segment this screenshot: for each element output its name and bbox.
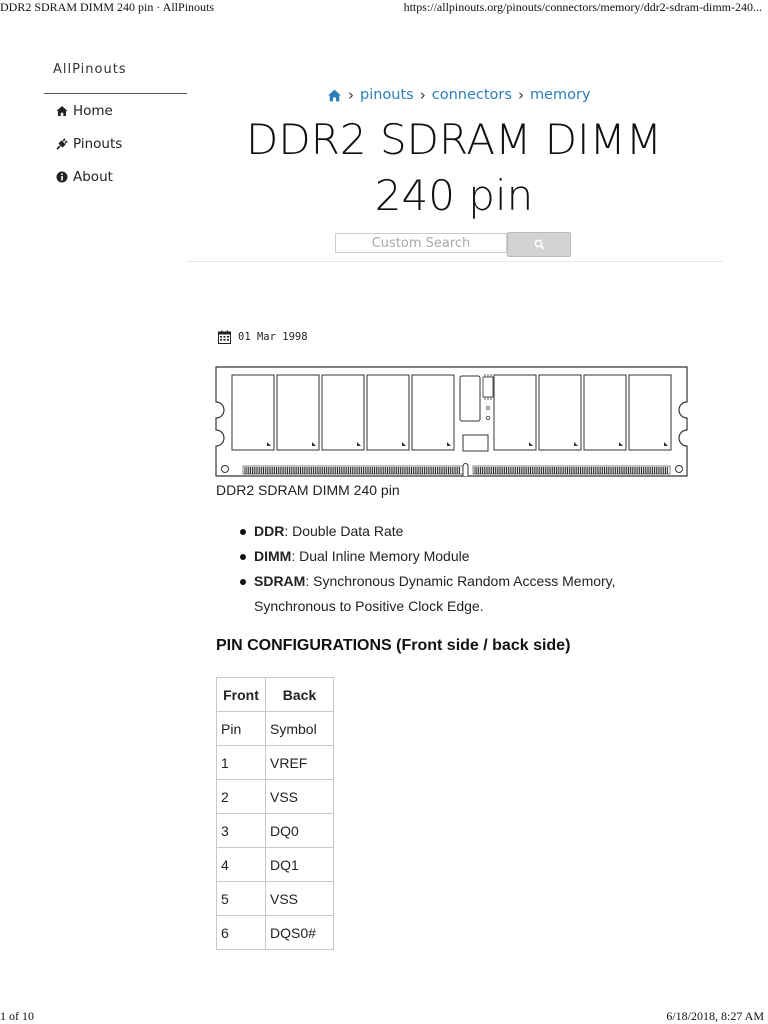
table-cell: 4 bbox=[217, 848, 266, 882]
header-divider bbox=[186, 261, 723, 262]
table-row bbox=[217, 848, 334, 882]
section-title: PIN CONFIGURATIONS (Front side / back side) bbox=[216, 637, 571, 654]
table-cell: VSS bbox=[266, 882, 334, 916]
table-cell: DQ0 bbox=[266, 814, 334, 848]
table-row bbox=[217, 780, 334, 814]
list-item bbox=[238, 544, 658, 569]
breadcrumb bbox=[327, 86, 591, 104]
post-date bbox=[218, 330, 308, 344]
table-cell: 2 bbox=[217, 780, 266, 814]
plug-icon bbox=[56, 138, 68, 150]
brand-divider bbox=[44, 93, 187, 94]
column-header: Front bbox=[217, 678, 266, 712]
page-title-line2: 240 pin bbox=[374, 171, 534, 220]
definition-term: DDR bbox=[254, 523, 285, 539]
table-cell: DQS0# bbox=[266, 916, 334, 950]
image-caption: DDR2 SDRAM DIMM 240 pin bbox=[216, 482, 400, 498]
home-icon bbox=[56, 105, 68, 117]
search-bar bbox=[335, 233, 571, 257]
table-cell: Symbol bbox=[266, 712, 334, 746]
breadcrumb-memory[interactable]: memory bbox=[529, 87, 591, 103]
table-cell: VREF bbox=[266, 746, 334, 780]
table-row bbox=[217, 916, 334, 950]
page-title-line1: DDR2 SDRAM DIMM bbox=[246, 115, 662, 164]
sidebar-item-home[interactable] bbox=[56, 103, 113, 119]
print-footer-datetime: 6/18/2018, 8:27 AM bbox=[666, 1009, 764, 1023]
info-icon bbox=[56, 171, 68, 183]
table-row bbox=[217, 712, 334, 746]
calendar-icon bbox=[218, 330, 231, 344]
table-cell: 5 bbox=[217, 882, 266, 916]
list-item bbox=[238, 569, 658, 619]
sidebar-item-label: About bbox=[73, 169, 113, 185]
print-header-title: DDR2 SDRAM DIMM 240 pin · AllPinouts bbox=[0, 0, 215, 14]
print-footer-page: 1 of 10 bbox=[0, 1009, 34, 1023]
search-button[interactable] bbox=[507, 232, 571, 257]
table-cell: Pin bbox=[217, 712, 266, 746]
table-cell: 1 bbox=[217, 746, 266, 780]
breadcrumb-separator: › bbox=[419, 86, 426, 104]
sidebar-item-about[interactable] bbox=[56, 169, 113, 185]
table-header-row bbox=[217, 678, 334, 712]
definition-term: SDRAM bbox=[254, 573, 306, 589]
table-cell: VSS bbox=[266, 780, 334, 814]
table-row bbox=[217, 882, 334, 916]
sidebar-item-label: Home bbox=[73, 103, 113, 119]
column-header: Back bbox=[266, 678, 334, 712]
sidebar-item-label: Pinouts bbox=[73, 136, 123, 152]
table-row bbox=[217, 814, 334, 848]
home-icon[interactable] bbox=[327, 89, 342, 102]
post-date-text: 01 Mar 1998 bbox=[238, 331, 308, 343]
table-row bbox=[217, 746, 334, 780]
table-cell: 6 bbox=[217, 916, 266, 950]
search-input[interactable] bbox=[335, 233, 507, 253]
breadcrumb-pinouts[interactable]: pinouts bbox=[360, 87, 414, 103]
dimm-module-image bbox=[215, 366, 689, 478]
definition-desc: : Synchronous Dynamic Random Access Memory, Synchronous to Positive Clock Edge. bbox=[254, 573, 616, 614]
table-cell: DQ1 bbox=[266, 848, 334, 882]
print-header-url: https://allpinouts.org/pinouts/connectors/memory/ddr2-sdram-dimm-240... bbox=[403, 0, 762, 14]
breadcrumb-separator: › bbox=[348, 86, 354, 104]
breadcrumb-connectors[interactable]: connectors bbox=[431, 87, 512, 103]
sidebar-item-pinouts[interactable] bbox=[56, 136, 122, 152]
page-title bbox=[186, 112, 722, 224]
table-cell: 3 bbox=[217, 814, 266, 848]
breadcrumb-separator: › bbox=[517, 86, 524, 104]
site-brand[interactable]: AllPinouts bbox=[53, 62, 127, 77]
search-icon bbox=[534, 239, 545, 250]
list-item bbox=[238, 519, 658, 544]
definition-desc: : Dual Inline Memory Module bbox=[291, 548, 470, 564]
definition-term: DIMM bbox=[254, 548, 292, 564]
definition-desc: : Double Data Rate bbox=[284, 523, 404, 539]
pin-table bbox=[216, 677, 334, 950]
definition-list bbox=[238, 519, 658, 619]
